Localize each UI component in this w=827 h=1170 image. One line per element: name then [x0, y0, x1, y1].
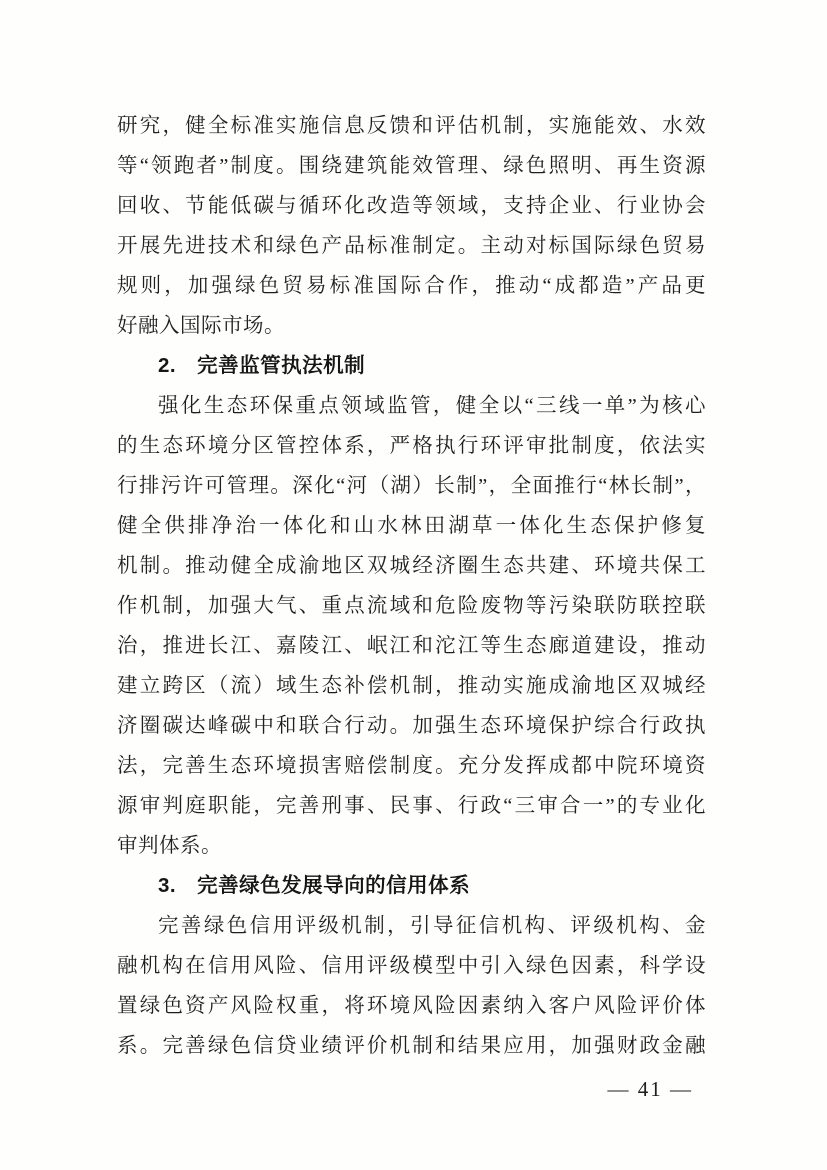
- text-line: 回收、节能低碳与循环化改造等领域，支持企业、行业协会: [117, 195, 706, 217]
- text-line: 法，完善生态环境损害赔偿制度。充分发挥成都中院环境资: [117, 755, 706, 777]
- text-line: 等“领跑者”制度。围绕建筑能效管理、绿色照明、再生资源: [117, 155, 706, 177]
- text-line: 行排污许可管理。深化“河（湖）长制”，全面推行“林长制”，: [117, 475, 706, 497]
- document-body: [117, 106, 706, 1066]
- text-line: 源审判庭职能，完善刑事、民事、行政“三审合一”的专业化: [117, 795, 706, 817]
- text-line: 健全供排净治一体化和山水林田湖草一体化生态保护修复: [117, 515, 706, 537]
- text-line: 作机制，加强大气、重点流域和危险废物等污染联防联控联: [117, 595, 706, 617]
- section-heading-3: 3. 完善绿色发展导向的信用体系: [158, 874, 471, 897]
- text-line: 强化生态环保重点领域监管，健全以“三线一单”为核心: [158, 395, 706, 417]
- text-line: 规则，加强绿色贸易标准国际合作，推动“成都造”产品更: [117, 275, 706, 297]
- text-line: 置绿色资产风险权重，将环境风险因素纳入客户风险评价体: [117, 995, 706, 1017]
- text-line: 济圈碳达峰碳中和联合行动。加强生态环境保护综合行政执: [117, 715, 706, 737]
- text-line: 机制。推动健全成渝地区双城经济圈生态共建、环境共保工: [117, 555, 706, 577]
- text-line: 的生态环境分区管控体系，严格执行环评审批制度，依法实: [117, 435, 706, 457]
- text-line: 治，推进长江、嘉陵江、岷江和沱江等生态廊道建设，推动: [117, 635, 706, 657]
- text-line: 审判体系。: [117, 835, 222, 857]
- text-line: 融机构在信用风险、信用评级模型中引入绿色因素，科学设: [117, 955, 706, 977]
- text-line: 好融入国际市场。: [117, 315, 285, 337]
- text-line: 开展先进技术和绿色产品标准制定。主动对标国际绿色贸易: [117, 235, 706, 257]
- page-number: — 41 —: [607, 1077, 693, 1101]
- text-line: 建立跨区（流）域生态补偿机制，推动实施成渝地区双城经: [117, 675, 706, 697]
- text-line: 完善绿色信用评级机制，引导征信机构、评级机构、金: [158, 915, 706, 937]
- section-heading-2: 2. 完善监管执法机制: [158, 354, 366, 377]
- text-line: 研究，健全标准实施信息反馈和评估机制，实施能效、水效: [117, 115, 706, 137]
- text-line: 系。完善绿色信贷业绩评价机制和结果应用，加强财政金融: [117, 1035, 706, 1057]
